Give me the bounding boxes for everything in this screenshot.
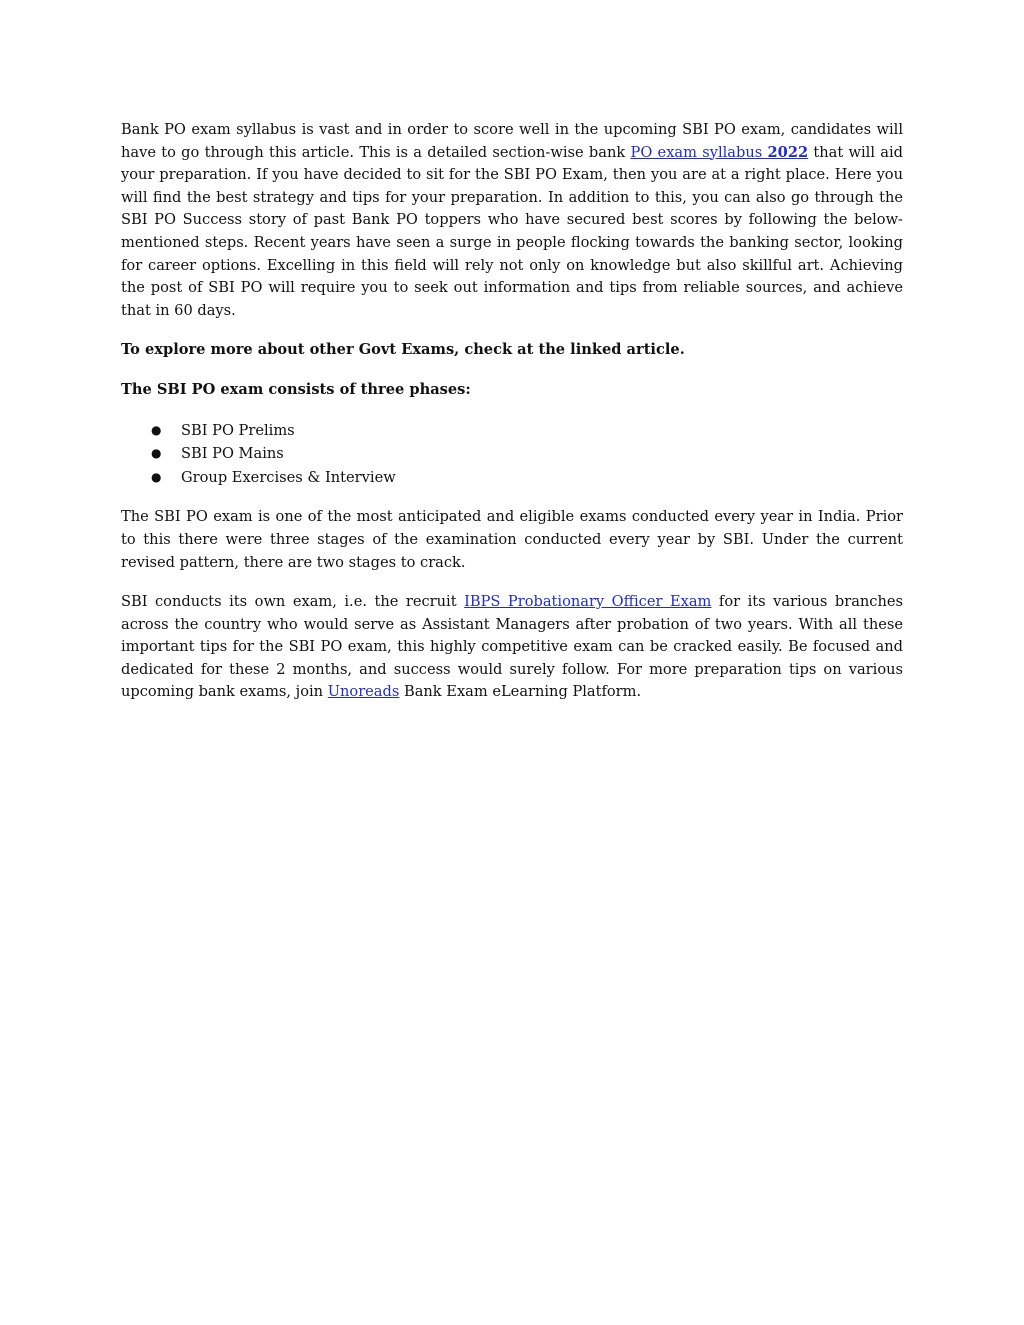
govt-exams-heading: To explore more about other Govt Exams, check at the linked article. (121, 341, 685, 359)
intro-paragraph (121, 119, 903, 322)
phases-heading: The SBI PO exam consists of three phases: (121, 380, 471, 398)
list-item (121, 466, 903, 490)
bullet-icon: ● (151, 446, 162, 461)
recruitment-text-middle: for its various branches across the country who would serve as Assistant Managers after probation of two years. With all these important tips for the SBI PO exam, this highly competitive exam can be cracked easily. Be focused and dedicated for these 2 months, and success would surely follow. For more preparation tips on various upcoming bank exams, join (121, 593, 903, 701)
list-item (121, 419, 903, 443)
unoreads-link[interactable]: Unoreads (327, 683, 400, 701)
phase-label: Group Exercises & Interview (181, 468, 396, 486)
phase-label: SBI PO Prelims (181, 421, 295, 439)
list-item (121, 442, 903, 466)
phase-label: SBI PO Mains (181, 445, 284, 463)
exam-stages-paragraph: The SBI PO exam is one of the most anticipated and eligible exams conducted every year in India. Prior to this there were three stages of the examination conducted every year by SBI. Under the current revised pattern, there are two stages to crack. (121, 508, 903, 571)
po-exam-syllabus-link[interactable] (631, 144, 809, 161)
bullet-icon: ● (151, 422, 162, 437)
bullet-icon: ● (151, 469, 162, 484)
phases-list (121, 419, 903, 490)
document-page (121, 119, 903, 721)
recruitment-paragraph (121, 591, 903, 704)
recruitment-text-start: SBI conducts its own exam, i.e. the recruit (121, 593, 465, 611)
po-exam-syllabus-link-text: PO exam syllabus (630, 143, 768, 161)
ibps-po-exam-link[interactable]: IBPS Probationary Officer Exam (464, 593, 712, 611)
po-exam-syllabus-link-year: 2022 (767, 143, 809, 161)
intro-text-start: Bank PO exam syllabus is vast and in order to score well in the upcoming SBI PO exam, candidates will have to go through this article. This is a detailed section-wise bank (121, 121, 903, 161)
intro-text-end: that will aid your preparation. If you have decided to sit for the SBI PO Exam, then you are at a right place. Here you will find the best strategy and tips for your preparation. In addition to this, you can also go through the SBI PO Success story of past Bank PO toppers who have secured best scores by following the below-mentioned steps. Recent years have seen a surge in people flocking towards the banking sector, looking for career options. Excelling in this field will rely not only on knowledge but also skillful art. Achieving the post of SBI PO will require you to seek out information and tips from reliable sources, and achieve that in 60 days. (121, 143, 903, 319)
recruitment-text-end: Bank Exam eLearning Platform. (399, 683, 642, 701)
